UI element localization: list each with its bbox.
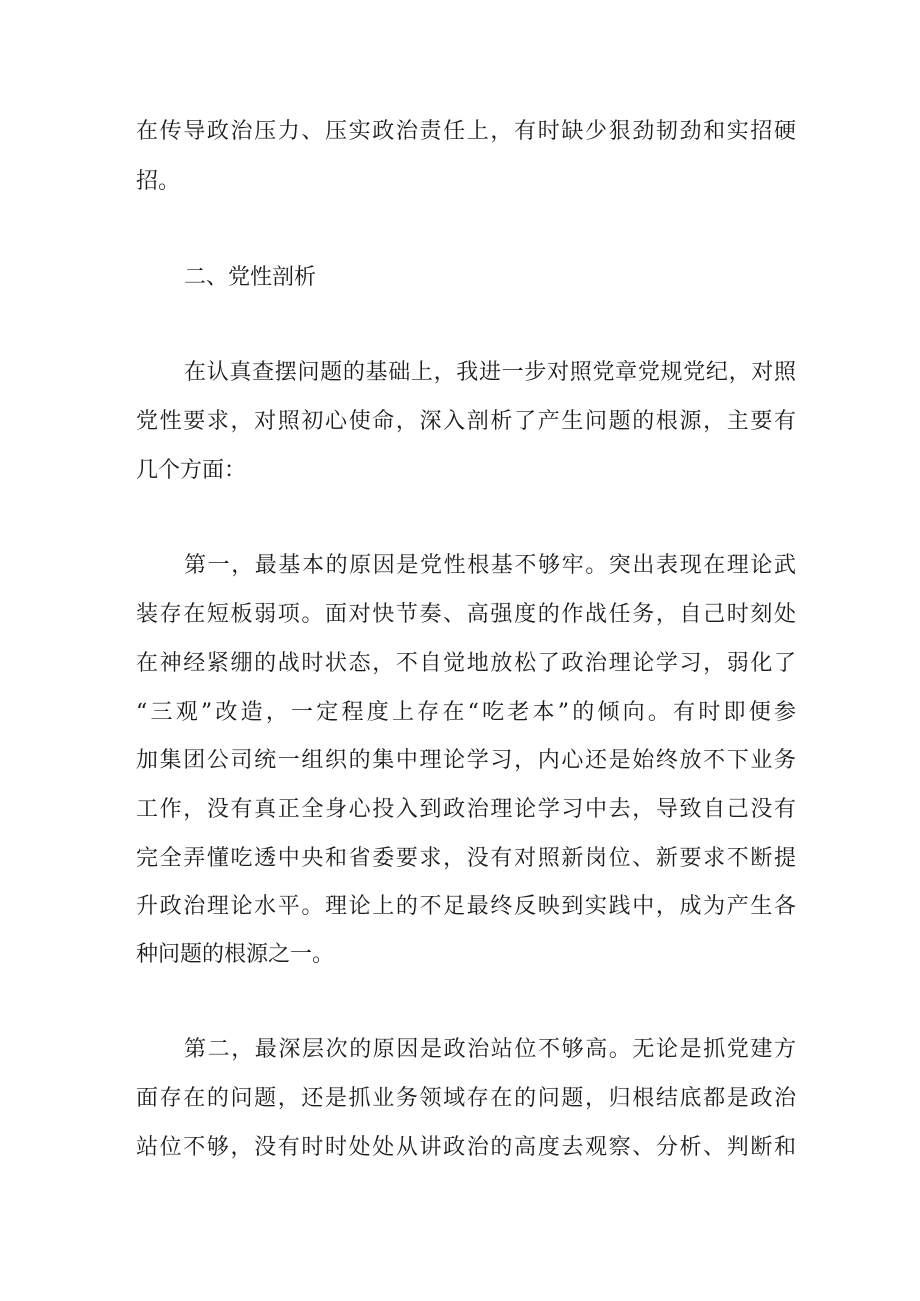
paragraph-line: 工作，没有真正全身心投入到政治理论学习中去，导致自己没有 <box>136 797 796 822</box>
paragraph-line: 站位不够，没有时时处处从讲政治的高度去观察、分析、判断和 <box>136 1135 796 1160</box>
paragraph-line: 升政治理论水平。理论上的不足最终反映到实践中，成为产生各 <box>136 894 796 919</box>
paragraph-line: 在传导政治压力、压实政治责任上，有时缺少狠劲韧劲和实招硬 <box>136 119 796 144</box>
paragraph-line: 装存在短板弱项。面对快节奏、高强度的作战任务，自己时刻处 <box>136 602 796 627</box>
paragraph-line: 完全弄懂吃透中央和省委要求，没有对照新岗位、新要求不断提 <box>136 846 796 871</box>
paragraph-line: 几个方面： <box>136 458 247 483</box>
paragraph-line: 种问题的根源之一。 <box>136 942 335 967</box>
paragraph-line: 党性要求，对照初心使命，深入剖析了产生问题的根源，主要有 <box>136 409 796 434</box>
paragraph-line: “三观”改造，一定程度上存在“吃老本”的倾向。有时即便参 <box>136 700 796 725</box>
paragraph-line: 在神经紧绷的战时状态，不自觉地放松了政治理论学习，弱化了 <box>136 651 796 676</box>
paragraph-line: 招。 <box>136 169 181 194</box>
paragraph-line: 面存在的问题，还是抓业务领域存在的问题，归根结底都是政治 <box>136 1086 796 1111</box>
paragraph-line: 在认真查摆问题的基础上，我进一步对照党章党规党纪，对照 <box>184 360 796 385</box>
section-heading: 二、党性剖析 <box>184 265 317 290</box>
paragraph-line: 加集团公司统一组织的集中理论学习，内心还是始终放不下业务 <box>136 748 796 773</box>
paragraph-line: 第一，最基本的原因是党性根基不够牢。突出表现在理论武 <box>184 553 796 578</box>
paragraph-line: 第二，最深层次的原因是政治站位不够高。无论是抓党建方 <box>184 1037 796 1062</box>
